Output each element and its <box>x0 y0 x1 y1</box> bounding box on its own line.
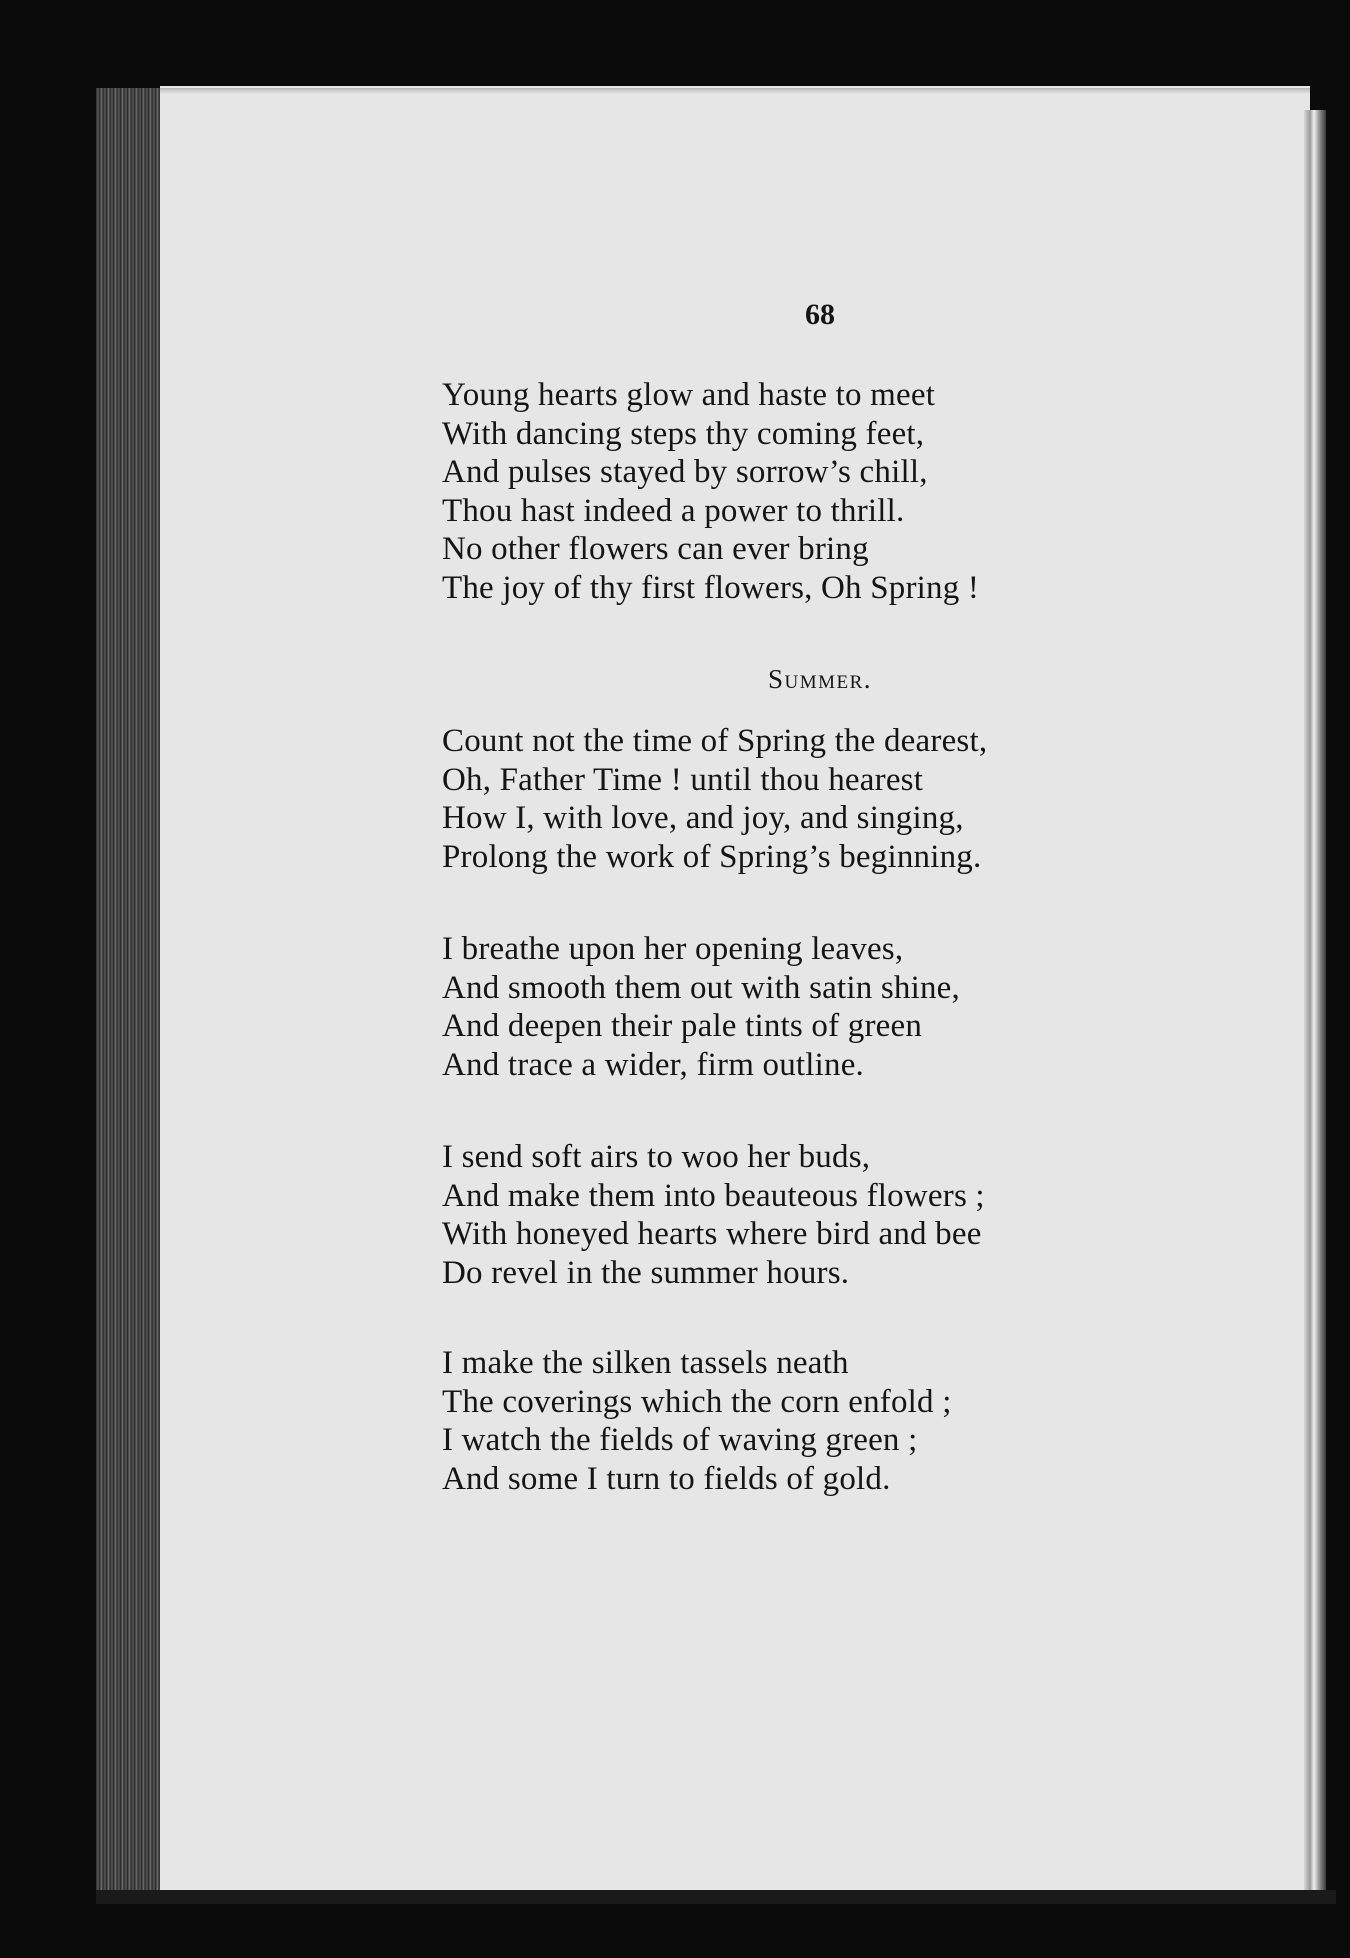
poem-line: Thou hast indeed a power to thrill. <box>442 492 905 529</box>
page-bottom-shadow <box>96 1890 1336 1904</box>
page-number: 68 <box>805 298 835 331</box>
stanza-summer-4 <box>442 1344 1142 1498</box>
stanza-summer-1 <box>442 722 1142 876</box>
book-page-edges-left <box>96 88 166 1898</box>
stanza-spring-ending <box>442 376 1142 607</box>
poem-line: And smooth them out with satin shine, <box>442 969 960 1006</box>
poem-line: With dancing steps thy coming feet, <box>442 415 925 452</box>
stanza-summer-3 <box>442 1138 1142 1292</box>
poem-line: How I, with love, and joy, and singing, <box>442 800 964 836</box>
poem-line: The joy of thy first flowers, Oh Spring ! <box>442 569 980 606</box>
poem-line: No other flowers can ever bring <box>442 531 869 567</box>
poem-line: Oh, Father Time ! until thou hearest <box>442 761 924 798</box>
poem-line: And deepen their pale tints of green <box>442 1008 923 1044</box>
poem-line: I watch the fields of waving green ; <box>442 1422 918 1458</box>
section-heading: Summer. <box>767 664 873 694</box>
poem-line: Do revel in the summer hours. <box>442 1254 850 1291</box>
poem-line: The coverings which the corn enfold ; <box>442 1383 952 1420</box>
book-page-edges-right <box>1304 110 1326 1900</box>
stanza-summer-2 <box>442 930 1142 1084</box>
poem-line: And make them into beauteous flowers ; <box>442 1177 985 1214</box>
poem-line: I breathe upon her opening leaves, <box>442 931 904 967</box>
poem-line: Prolong the work of Spring’s beginning. <box>442 838 982 875</box>
poem-line: I make the silken tassels neath <box>442 1345 849 1381</box>
poem-line: And pulses stayed by sorrow’s chill, <box>442 454 928 490</box>
page-top-shadow <box>160 88 1310 94</box>
poem-line: And trace a wider, firm outline. <box>442 1046 865 1083</box>
poem-line: I send soft airs to woo her buds, <box>442 1139 871 1175</box>
poem-line: With honeyed hearts where bird and bee <box>442 1216 982 1252</box>
poem-line: And some I turn to fields of gold. <box>442 1460 891 1497</box>
poem-line: Count not the time of Spring the dearest, <box>442 723 988 759</box>
poem-line: Young hearts glow and haste to meet <box>442 377 936 413</box>
